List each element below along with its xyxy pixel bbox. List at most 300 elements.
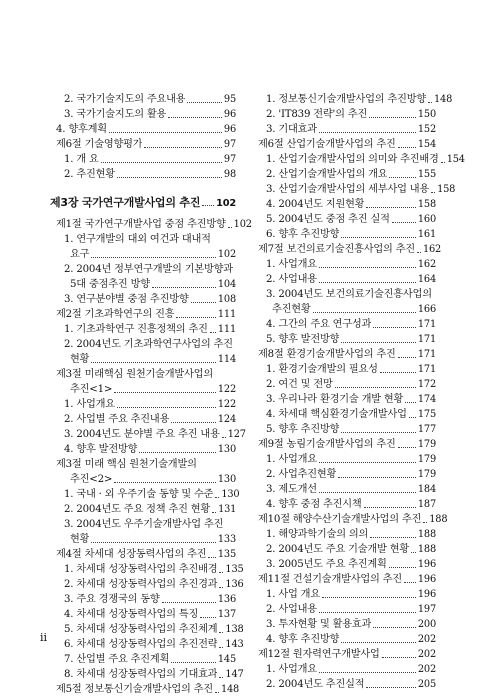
toc-page-number: 188 [417,544,436,555]
toc-page-number: 122 [217,384,236,395]
toc-entry [252,377,436,392]
toc-page-number: 97 [223,154,236,165]
toc-entry [50,637,244,652]
toc-entry [50,322,236,337]
toc-entry-title: 2. 2004년도 주요 정책 추진 현황 [64,504,211,515]
toc-page-number: 171 [417,364,436,375]
toc-entry [50,562,244,577]
toc-entry-title: 현황 [70,354,90,365]
toc-section-entry [252,137,436,152]
dot-leader [168,117,222,118]
toc-page-number: 202 [417,634,436,645]
toc-entry [252,587,436,602]
dot-leader [171,422,216,423]
toc-entry [50,532,236,547]
toc-entry-title: 3. 2005년도 주요 추진계획 [266,559,387,570]
dot-leader [228,227,232,228]
toc-entry [50,427,246,442]
toc-entry-title: 1. 사업개요 [266,454,317,465]
toc-page-number: 188 [429,514,448,525]
toc-entry [50,152,236,167]
toc-entry-title: 제11절 건설기술개발사업의 추진 [258,574,402,585]
toc-entry [50,607,236,622]
toc-page-number: 196 [417,559,436,570]
toc-entry [252,272,436,287]
dot-leader [373,327,416,328]
dot-leader [215,692,219,693]
toc-page-number: 150 [417,109,436,120]
dot-leader [319,282,416,283]
dot-leader [392,222,416,223]
toc-entry [252,467,436,482]
toc-entry [252,107,436,122]
toc-entry-title: 1. 환경기술개발의 필요성 [266,364,378,375]
dot-leader [319,492,416,493]
toc-section-entry [50,367,236,382]
toc-entry [252,287,436,302]
toc-entry [252,212,436,227]
toc-section-entry [50,122,236,137]
toc-entry-title: 4. 2004년도 지원현황 [266,199,365,210]
toc-entry-title: 제10절 해양수산기술개발사업의 추진 [258,514,422,525]
toc-entry-title: 제1절 국가연구개발사업 중점 추진방향 [56,219,226,230]
toc-entry [50,277,236,292]
toc-entry-title: 제2절 기초과학연구의 진흥 [56,309,175,320]
dot-leader [335,387,416,388]
toc-entry-title: 2. 사업별 주요 추진내용 [64,414,170,425]
toc-entry-title: 3. 산업기술개발사업의 세부사업 내용 [266,184,430,195]
toc-page-number: 171 [417,334,436,345]
dot-leader [404,582,416,583]
dot-leader [423,522,427,523]
toc-entry [252,497,436,512]
toc-entry [252,677,436,692]
toc-page-number: 96 [223,109,236,120]
toc-entry-title: 1. 산업기술개발사업의 의미와 추진배경 [266,154,439,165]
toc-entry [252,602,436,617]
toc-section-entry [50,547,236,562]
toc-entry-title: 2. 2004년도 주요 기술개발 현황 [266,544,410,555]
toc-entry-title: 6. 차세대 성장동력사업의 추진전략 [64,639,218,650]
toc-page-number: 130 [217,444,236,455]
toc-page-number: 136 [225,579,244,590]
toc-entry [50,622,244,637]
toc-entry-title: 요구 [70,249,90,260]
dot-leader [152,287,216,288]
toc-entry-title: 3. 투자현황 및 활용효과 [266,619,372,630]
toc-page-number: 179 [417,439,436,450]
toc-entry [50,382,236,397]
dot-leader [187,102,221,103]
toc-page-number: 138 [225,624,244,635]
toc-page-number: 131 [218,504,237,515]
toc-entry-title: 제6절 산업기술개발사업의 추진 [258,139,396,150]
toc-entry [50,487,240,502]
toc-page-number: 130 [221,489,240,500]
toc-page-number: 174 [417,394,436,405]
toc-page-number: 135 [225,564,244,575]
dot-leader [144,147,221,148]
toc-entry-title: 3. 기대효과 [266,124,317,135]
toc-entry [252,527,436,542]
toc-page-number: 179 [417,454,436,465]
dot-leader [369,117,416,118]
toc-entry [50,592,236,607]
toc-section-entry [50,307,236,322]
toc-entry-title: 2. 사업추진현황 [266,469,337,480]
dot-leader [389,567,416,568]
toc-entry [252,422,436,437]
toc-page-number: 164 [417,274,436,285]
toc-entry-title: 추진현황 [272,304,311,315]
dot-leader [319,462,416,463]
dot-leader [139,452,216,453]
toc-entry [50,412,236,427]
toc-entry [252,227,436,242]
toc-entry-title: 1. 연구개발의 대외 여건과 대내적 [64,234,211,245]
toc-entry [50,442,236,457]
toc-entry-title: 3. 연구분야별 중점 추진방향 [64,294,189,305]
toc-page-number: 137 [217,609,236,620]
toc-entry [252,452,436,467]
dot-leader [117,177,222,178]
dot-leader [114,482,216,483]
toc-page-number: 124 [217,414,236,425]
toc-entry-title: 1. 사업개요 [266,259,317,270]
toc-entry [252,257,436,272]
toc-page-number: 158 [437,184,456,195]
toc-entry-title: 4. 향후계획 [56,124,107,135]
toc-entry-title: 제8절 환경기술개발사업의 추진 [258,349,396,360]
toc-entry-title: 제3절 미래 핵심 원천기술개발의 [56,459,197,470]
toc-entry [252,182,456,197]
toc-entry-title: 3. 주요 경쟁국의 동향 [64,594,160,605]
toc-entry-title: 5. 향후 발전방향 [266,334,340,345]
dot-leader [366,687,416,688]
toc-entry-title: 제6절 기술영향평가 [56,139,143,150]
dot-leader [366,207,416,208]
toc-page-number: 143 [225,639,244,650]
toc-entry [252,557,436,572]
dot-leader [219,572,223,573]
toc-page-number: 171 [417,349,436,360]
toc-page-number: 111 [217,309,236,320]
toc-page-number: 177 [417,424,436,435]
dot-leader [109,132,222,133]
toc-entry [252,302,436,317]
dot-leader [219,647,223,648]
toc-chapter-heading [50,192,236,213]
dot-leader [219,632,223,633]
toc-entry-title: 제4절 차세대 성장동력사업의 추진 [56,549,207,560]
dot-leader [441,162,445,163]
dot-leader [101,162,222,163]
toc-entry-title: 2. 차세대 성장동력사업의 추진경과 [64,579,218,590]
toc-page-number: 127 [227,429,246,440]
toc-entry [50,652,236,667]
dot-leader [212,512,216,513]
toc-entry-title: 추진<2> [70,474,113,485]
toc-entry-title: 3. 2004년도 보건의료기술진흥사업의 [266,289,432,300]
toc-entry [252,482,436,497]
toc-entry [252,662,436,677]
toc-entry-title: 1. 사업 개요 [266,589,320,600]
toc-entry [50,92,236,107]
toc-section-entry [50,137,236,152]
toc-entry-title: 3. 국가기술지도의 활용 [64,109,167,120]
toc-entry-title: 5. 차세대 성장동력사업의 추진체계 [64,624,218,635]
toc-page-number: 172 [417,379,436,390]
page-number: ii [40,631,48,644]
toc-entry-title: 3. 제도개선 [266,484,317,495]
toc-page-number: 145 [217,654,236,665]
dot-leader [338,477,416,478]
toc-section-entry [50,217,252,232]
dot-leader [219,587,223,588]
dot-leader [405,402,416,403]
toc-page-number: 188 [417,529,436,540]
toc-page-number: 136 [217,594,236,605]
toc-entry-title: 제12절 원자력연구개발사업 [258,649,380,660]
toc-section-entry [252,572,436,587]
dot-leader [341,432,416,433]
toc-page-number: 155 [417,169,436,180]
toc-entry-title: 1. 개 요 [64,154,99,165]
dot-leader [91,257,216,258]
toc-entry [50,292,236,307]
toc-entry-title: 2. 사업내용 [266,604,317,615]
toc-page-number: 104 [217,279,236,290]
toc-page-number: 171 [417,319,436,330]
toc-page-number: 162 [422,244,442,255]
toc-entry [252,152,465,167]
dot-leader [208,557,216,558]
toc-entry [252,332,436,347]
toc-entry [252,362,436,377]
toc-entry-title: 5. 향후 추진방향 [266,424,340,435]
toc-page-number: 162 [417,259,436,270]
toc-section-entry [50,682,240,697]
toc-entry [50,502,236,517]
dot-leader [91,542,216,543]
toc-page-number: 95 [223,94,236,105]
toc-page-number: 179 [417,469,436,480]
toc-entry [252,317,436,332]
toc-page-number: 148 [434,94,453,105]
toc-page-number: 158 [417,199,436,210]
toc-entry-title: 1. 국내 · 외 우주기술 동향 및 수준 [64,489,214,500]
toc-entry [50,337,236,352]
dot-leader [398,357,416,358]
dot-leader [373,627,416,628]
toc-right-column [252,92,465,692]
toc-entry-title: 제5절 정보통신기술개발사업의 추진 [56,684,213,695]
toc-section-entry [252,437,436,452]
toc-page-number: 187 [417,499,436,510]
dot-leader [341,237,416,238]
toc-entry-title: 4. 향후 중점 추진시책 [266,499,362,510]
dot-leader [162,602,216,603]
toc-entry-title: 6. 향후 추진방향 [266,229,340,240]
toc-entry [252,197,436,212]
dot-leader [431,192,435,193]
toc-page-number: 98 [223,169,236,180]
toc-entry-title: 2. 2004년도 기초과학연구사업의 추진 [64,339,233,350]
dot-leader [202,205,214,206]
toc-entry-title: 8. 차세대 성장동력사업의 기대효과 [64,669,218,680]
dot-leader [428,102,432,103]
toc-entry-title: 5대 중점추진 방향 [70,279,150,290]
toc-entry [252,392,436,407]
toc-entry [50,667,244,682]
toc-left-column [50,92,252,697]
toc-page-number: 161 [417,229,436,240]
toc-page-number: 166 [417,304,436,315]
dot-leader [117,407,216,408]
dot-leader [176,317,215,318]
dot-leader [322,597,416,598]
toc-page-number: 175 [417,409,436,420]
toc-entry-title: 제7절 보건의료기술진흥사업의 추진 [258,244,415,255]
toc-entry-title: 2. 추진현황 [64,169,115,180]
toc-entry [252,632,436,647]
toc-entry-title: 2. 여건 및 전망 [266,379,333,390]
toc-entry-title: 2. 2004년 정부연구개발의 기본방향과 [64,264,233,275]
toc-page-number: 160 [417,214,436,225]
dot-leader [114,392,216,393]
toc-entry [50,107,236,122]
toc-entry-title: 2. 국가기술지도의 주요내용 [64,94,186,105]
toc-entry-title: 2. 산업기술개발사업의 개요 [266,169,388,180]
toc-entry-title: 7. 산업별 주요 추진계획 [64,654,170,665]
toc-entry [252,407,436,422]
toc-entry [252,617,436,632]
dot-leader [319,672,416,673]
toc-page-number: 111 [217,324,236,335]
dot-leader [364,507,416,508]
dot-leader [411,552,416,553]
dot-leader [200,617,216,618]
toc-entry-title: 3. 2004년도 분야별 주요 추진 내용 [64,429,220,440]
toc-entry [50,232,236,247]
toc-entry [50,262,236,277]
dot-leader [222,437,226,438]
toc-entry-title: 3. 2004년도 우주기술개발사업 추진 [64,519,224,530]
dot-leader [389,177,415,178]
toc-section-entry [252,242,442,257]
toc-page-number: 200 [417,619,436,630]
toc-page-number: 147 [225,669,244,680]
toc-page-number: 108 [217,294,236,305]
toc-page-number: 184 [417,484,436,495]
toc-entry [50,167,236,182]
toc-page-number: 130 [217,474,236,485]
toc-page-number: 196 [417,589,436,600]
toc-entry [50,247,236,262]
toc-entry-title: 제3절 미래핵심 원천기술개발사업의 [56,369,213,380]
toc-page-number: 152 [417,124,436,135]
toc-entry-title: 5. 2004년도 중점 추진 실적 [266,214,390,225]
toc-entry-title: 1. 차세대 성장동력사업의 추진배경 [64,564,218,575]
toc-entry [252,122,436,137]
toc-entry-title: 제3장 국가연구개발사업의 추진 [50,196,201,209]
toc-section-entry [252,347,436,362]
toc-entry-title: 2. 2004년도 추진실적 [266,679,365,690]
dot-leader [398,147,416,148]
toc-entry-title: 1. 정보통신기술개발사업의 추진방향 [266,94,427,105]
toc-page-number: 196 [417,574,436,585]
toc-entry-title: 4. 향후 발전방향 [64,444,138,455]
toc-page-number: 97 [223,139,236,150]
toc-entry-title: 2. 'IT839 전략'의 추진 [266,109,368,120]
toc-entry-title: 추진<1> [70,384,113,395]
toc-page-number: 148 [220,684,240,695]
toc-entry-title: 3. 우리나라 환경기술 개발 현황 [266,394,404,405]
toc-entry-title: 4. 차세대 성장동력사업의 특징 [64,609,199,620]
toc-page-number: 133 [217,534,236,545]
dot-leader [341,342,416,343]
toc-entry [252,92,453,107]
toc-page-number: 96 [223,124,236,135]
dot-leader [341,642,416,643]
toc-entry [252,542,436,557]
toc-page-number: 102 [233,219,252,230]
dot-leader [191,302,216,303]
dot-leader [319,267,416,268]
toc-entry [50,352,236,367]
dot-leader [417,252,421,253]
toc-page-number: 202 [417,649,436,660]
dot-leader [215,497,219,498]
toc-entry [50,517,236,532]
dot-leader [219,677,223,678]
dot-leader [319,612,416,613]
dot-leader [91,362,216,363]
toc-section-entry [252,512,448,527]
dot-leader [210,332,216,333]
dot-leader [409,417,416,418]
toc-entry-title: 1. 사업개요 [64,399,115,410]
toc-page-number: 154 [417,139,436,150]
toc-entry-title: 1. 해양과학기술의 의의 [266,529,369,540]
dot-leader [313,312,416,313]
toc-entry-title: 1. 기초과학연구 진흥정책의 추진 [64,324,208,335]
toc-entry-title: 4. 그간의 주요 연구성과 [266,319,372,330]
toc-entry-title: 4. 차세대 핵심환경기술개발사업 [266,409,407,420]
toc-entry [252,167,436,182]
dot-leader [398,447,416,448]
dot-leader [370,537,416,538]
toc-page-number: 122 [217,399,236,410]
toc-entry [50,397,236,412]
dot-leader [319,132,416,133]
dot-leader [382,657,416,658]
dot-leader [380,372,416,373]
toc-page-number: 102 [217,249,236,260]
toc-section-entry [252,647,436,662]
toc-page-number: 197 [417,604,436,615]
toc-section-entry [50,457,236,472]
toc-entry-title: 4. 향후 추진방향 [266,634,340,645]
toc-page-number: 135 [217,549,236,560]
toc-entry-title: 2. 사업내용 [266,274,317,285]
toc-page-number: 114 [217,354,236,365]
toc-entry [50,472,236,487]
toc-entry-title: 1. 사업개요 [266,664,317,675]
toc-page-number: 154 [446,154,465,165]
toc-page-number: 205 [417,679,436,690]
dot-leader [171,662,216,663]
